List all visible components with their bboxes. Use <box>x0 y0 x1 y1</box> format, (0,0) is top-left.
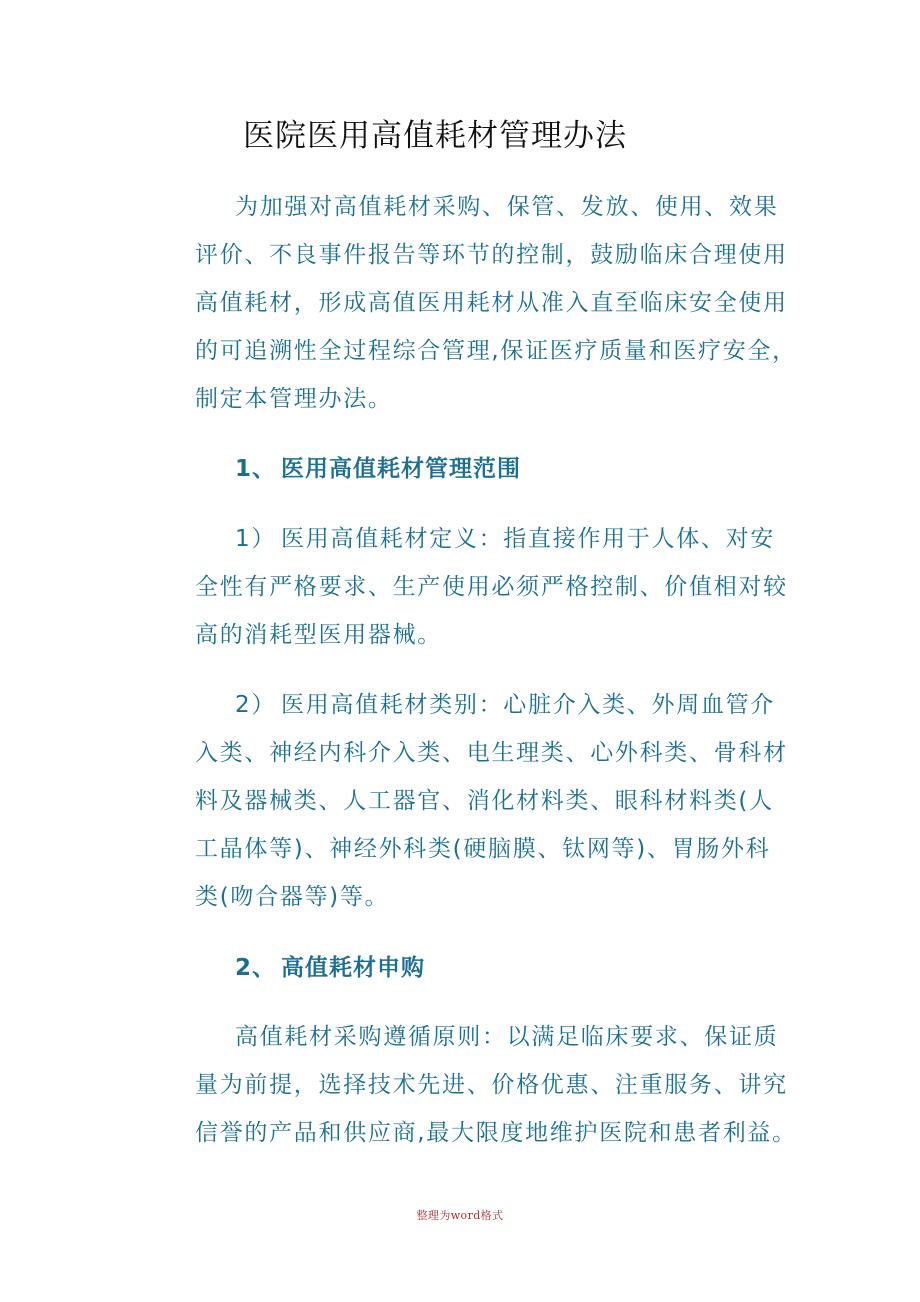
paragraph-line: 信誉的产品和供应商,最大限度地维护医院和患者利益。 <box>195 1120 797 1146</box>
paragraph-line: 高值耗材，形成高值医用耗材从准入直至临床安全使用 <box>195 290 788 316</box>
page-footer: 整理为word格式 <box>416 1209 504 1222</box>
paragraph-line: 全性有严格要求、生产使用必须严格控制、价值相对较 <box>195 574 788 600</box>
section-heading-text: 医用高值耗材管理范围 <box>281 456 521 482</box>
section-heading-text: 高值耗材申购 <box>281 955 425 981</box>
section-heading-2 <box>195 944 790 992</box>
definition-item <box>195 515 790 659</box>
paragraph-line: 料及器械类、人工器官、消化材料类、眼科材料类(人 <box>195 788 774 814</box>
section-number: 2、 <box>235 955 277 981</box>
paragraph-line: 制定本管理办法。 <box>195 386 393 412</box>
document-title: 医院医用高值耗材管理办法 <box>243 118 627 154</box>
paragraph-line: 为加强对高值耗材采购、保管、发放、使用、效果 <box>235 194 779 220</box>
section-number: 1、 <box>235 456 277 482</box>
paragraph-line: 入类、神经内科介入类、电生理类、心外科类、骨科材 <box>195 740 788 766</box>
paragraph-line: 工晶体等)、神经外科类(硬脑膜、钛网等)、胃肠外科 <box>195 836 771 862</box>
item-number: 1） <box>235 526 277 552</box>
procurement-paragraph <box>195 1013 797 1157</box>
section-heading-1 <box>195 445 790 493</box>
paragraph-line: 量为前提，选择技术先进、价格优惠、注重服务、讲究 <box>195 1072 788 1098</box>
paragraph-line: 的可追溯性全过程综合管理,保证医疗质量和医疗安全， <box>195 338 797 364</box>
paragraph-line: 评价、不良事件报告等环节的控制，鼓励临床合理使用 <box>195 242 788 268</box>
paragraph-line: 高值耗材采购遵循原则：以满足临床要求、保证质 <box>235 1024 779 1050</box>
paragraph-line: 医用高值耗材定义：指直接作用于人体、对安 <box>281 526 775 552</box>
intro-paragraph <box>195 183 797 423</box>
paragraph-line: 高的消耗型医用器械。 <box>195 622 442 648</box>
category-item <box>195 681 790 921</box>
item-number: 2） <box>235 692 277 718</box>
paragraph-line: 类(吻合器等)等。 <box>195 884 390 910</box>
paragraph-line: 医用高值耗材类别：心脏介入类、外周血管介 <box>281 692 775 718</box>
